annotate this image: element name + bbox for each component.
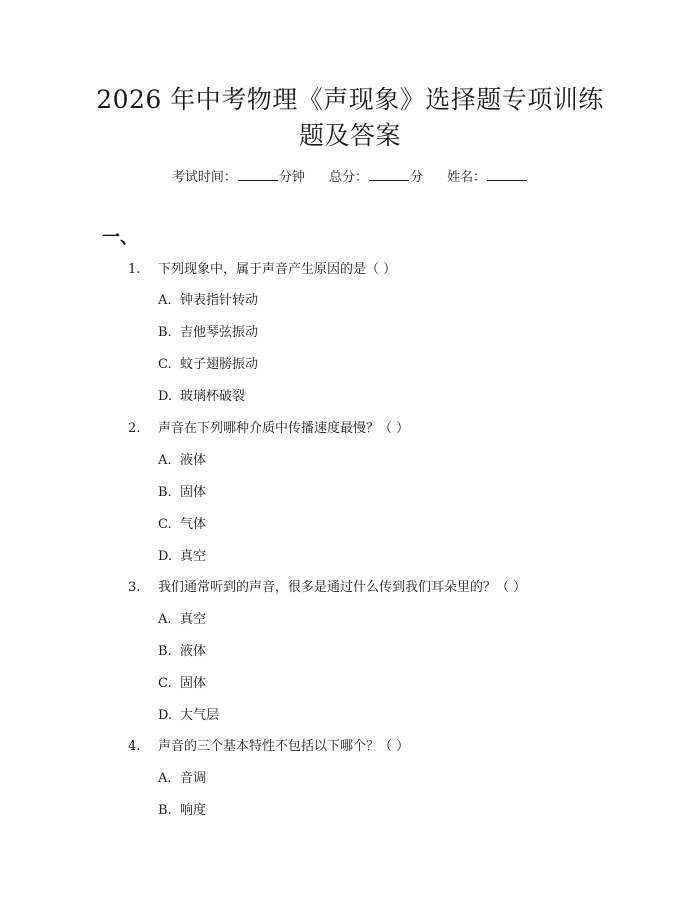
- option-text: 钟表指针转动: [180, 293, 259, 308]
- option-letter: D.: [158, 389, 173, 404]
- question-text: 声音在下列哪种介质中传播速度最慢？（ ）: [158, 421, 410, 436]
- option-text: 响度: [180, 803, 207, 818]
- option-letter: A.: [158, 293, 172, 308]
- option-text: 真空: [180, 549, 207, 564]
- option-text: 吉他琴弦振动: [180, 325, 259, 340]
- option-text: 液体: [180, 453, 207, 468]
- option-text: 真空: [180, 612, 207, 627]
- section-heading: 一、: [102, 227, 138, 248]
- option-letter: A.: [158, 453, 172, 468]
- option-letter: A.: [158, 612, 172, 627]
- question-number: 1.: [128, 262, 141, 277]
- question-text: 下列现象中，属于声音产生原因的是（ ）: [158, 262, 397, 277]
- option-letter: C.: [158, 676, 172, 691]
- option-letter: B.: [158, 485, 172, 500]
- total-score-field: [329, 168, 423, 187]
- exam-time-blank[interactable]: [238, 168, 278, 181]
- option-letter: A.: [158, 771, 172, 786]
- exam-time-field: [172, 168, 305, 187]
- name-blank[interactable]: [487, 168, 527, 181]
- exam-meta: [0, 168, 700, 187]
- option-letter: C.: [158, 357, 172, 372]
- question-text: 声音的三个基本特性不包括以下哪个？（ ）: [158, 739, 410, 754]
- total-score-unit: 分: [410, 170, 424, 185]
- total-score-label: 总分：: [328, 170, 368, 185]
- question-number: 4.: [128, 739, 141, 754]
- option-text: 液体: [180, 644, 207, 659]
- option-letter: B.: [158, 325, 172, 340]
- option-letter: B.: [158, 803, 172, 818]
- option-text: 固体: [180, 676, 207, 691]
- option-letter: C.: [158, 517, 172, 532]
- exam-time-label: 考试时间：: [171, 170, 237, 185]
- option-text: 气体: [180, 517, 207, 532]
- option-text: 玻璃杯破裂: [180, 389, 246, 404]
- option-text: 大气层: [180, 708, 220, 723]
- option-text: 音调: [180, 771, 207, 786]
- question-number: 2.: [128, 421, 141, 436]
- option-letter: D.: [158, 549, 173, 564]
- option-letter: B.: [158, 644, 172, 659]
- question-text: 我们通常听到的声音，很多是通过什么传到我们耳朵里的？（ ）: [158, 580, 527, 595]
- option-text: 蚊子翅膀振动: [180, 357, 259, 372]
- name-label: 姓名：: [447, 170, 487, 185]
- option-letter: D.: [158, 708, 173, 723]
- option-text: 固体: [180, 485, 207, 500]
- exam-time-unit: 分钟: [278, 170, 305, 185]
- page-title-line-1: 2026 年中考物理《声现象》选择题专项训练: [96, 85, 604, 114]
- page-title-line-2: 题及答案: [298, 121, 401, 150]
- name-field: [447, 168, 528, 187]
- question-number: 3.: [128, 580, 141, 595]
- total-score-blank[interactable]: [369, 168, 409, 181]
